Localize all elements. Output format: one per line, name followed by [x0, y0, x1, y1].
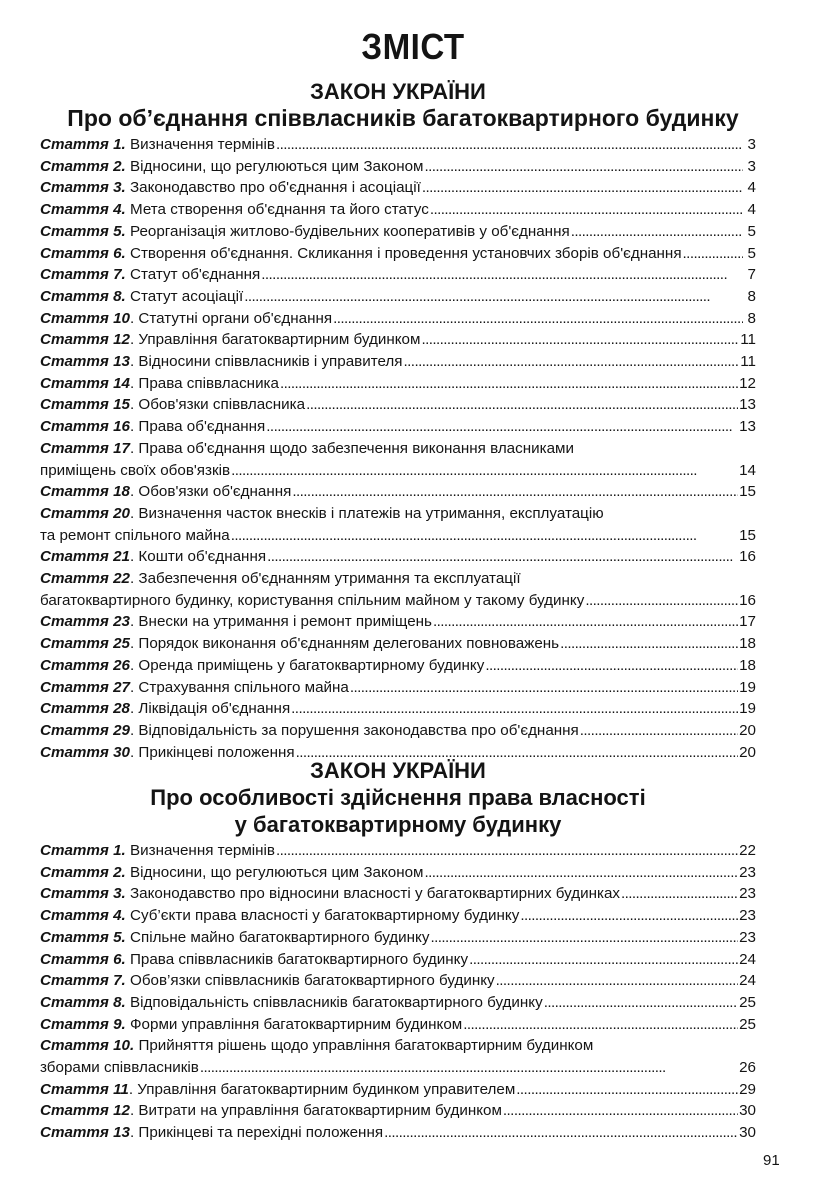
- article-label: Стаття 29: [40, 721, 130, 739]
- law-heading: [40, 757, 756, 838]
- article-title: Законодавство про об'єднання і асоціації: [130, 179, 421, 197]
- article-title: Визначення термінів: [130, 136, 275, 153]
- page-ref: 19: [739, 678, 756, 696]
- toc-entry-continued-line: [40, 568, 756, 590]
- dot-leader: [621, 883, 738, 905]
- article-label: Стаття 28: [40, 700, 130, 718]
- article-label: Стаття 3.: [40, 885, 126, 903]
- toc-entry-line: [40, 677, 756, 699]
- page-ref: 30: [739, 1124, 756, 1142]
- article-title: Прийняття рішень щодо управління багатоквартирним будинком: [138, 1037, 594, 1055]
- dot-leader: [520, 905, 738, 927]
- article-label: Стаття 8.: [40, 287, 126, 305]
- toc-entry[interactable]: [40, 286, 756, 308]
- article-label: Стаття 5.: [40, 222, 126, 240]
- toc-entry[interactable]: [40, 416, 756, 438]
- law-name: Про особливості здійснення права власності: [150, 785, 646, 810]
- toc-entry[interactable]: [40, 970, 756, 992]
- article-label: Стаття 26: [40, 656, 130, 674]
- toc-entry-line: [40, 525, 756, 547]
- article-title: зборами співвласників: [40, 1059, 199, 1077]
- toc-entry[interactable]: [40, 394, 756, 416]
- toc-entry[interactable]: [40, 992, 756, 1014]
- law-type: ЗАКОН УКРАЇНИ: [310, 758, 486, 783]
- page-ref: 26: [739, 1059, 756, 1077]
- article-label: Стаття 21: [40, 548, 130, 566]
- article-label: Стаття 25: [40, 635, 130, 653]
- toc-list: [40, 840, 756, 1144]
- page-number: 91: [763, 1152, 780, 1169]
- page-ref: 13: [739, 396, 756, 414]
- toc-entry-line: [40, 481, 756, 503]
- article-title: . Обов'язки співвласника: [129, 396, 306, 414]
- article-label: Стаття 1.: [40, 136, 126, 153]
- dot-leader: [333, 308, 743, 330]
- dot-leader: [404, 351, 740, 373]
- article-title: . Прикінцеві та перехідні положення: [129, 1124, 384, 1142]
- toc-entry-line: [40, 351, 756, 373]
- article-title: багатоквартирного будинку, користування спільним майном у такому будинку: [40, 591, 585, 609]
- page-ref: 15: [739, 526, 756, 544]
- toc-list: [40, 134, 756, 763]
- toc-entry[interactable]: [40, 177, 756, 199]
- page-ref: 24: [739, 972, 756, 990]
- page-ref: 25: [739, 993, 756, 1011]
- toc-entry-line: [40, 460, 756, 482]
- article-title: . Права об'єднання щодо забезпечення виконання власниками: [129, 439, 574, 457]
- dot-leader: [306, 394, 738, 416]
- toc-entry[interactable]: [40, 1014, 756, 1036]
- toc-entry-line: [40, 992, 756, 1014]
- dot-leader: [422, 177, 743, 199]
- article-title: Спільне майно багатоквартирного будинку: [130, 928, 430, 946]
- page-ref: 7: [747, 266, 756, 284]
- article-label: Стаття 22: [40, 570, 130, 588]
- toc-entry-continued-line: [40, 503, 756, 525]
- dot-leader: [384, 1122, 738, 1144]
- article-label: Стаття 11: [40, 1080, 129, 1098]
- toc-entry-line: [40, 970, 756, 992]
- toc-entry-line: [40, 927, 756, 949]
- article-label: Стаття 2.: [40, 863, 126, 881]
- page-ref: 17: [739, 613, 756, 631]
- article-label: Стаття 27: [40, 678, 130, 696]
- article-label: Стаття 7.: [40, 972, 126, 990]
- toc-entry-line: [40, 416, 756, 438]
- article-title: . Внески на утримання і ремонт приміщень: [129, 613, 432, 631]
- dot-leader: [231, 525, 738, 547]
- toc-entry-line: [40, 720, 756, 742]
- dot-leader: [291, 698, 738, 720]
- dot-leader: [496, 970, 738, 992]
- toc-entry[interactable]: [40, 329, 756, 351]
- toc-entry-continued-line: [40, 438, 756, 460]
- toc-entry[interactable]: [40, 503, 756, 546]
- law-section-1: [40, 78, 756, 763]
- page-ref: 14: [739, 461, 756, 479]
- toc-entry[interactable]: [40, 1122, 756, 1144]
- dot-leader: [280, 373, 738, 395]
- dot-leader: [580, 720, 738, 742]
- toc-entry[interactable]: [40, 568, 756, 611]
- article-label: Стаття 13: [40, 353, 130, 371]
- page-ref: 11: [740, 331, 756, 349]
- article-title: . Права об'єднання: [129, 418, 266, 436]
- article-label: Стаття 3.: [40, 179, 126, 197]
- toc-entry[interactable]: [40, 1100, 756, 1122]
- toc-entry-line: [40, 1100, 756, 1122]
- page-ref: 5: [747, 244, 756, 262]
- dot-leader: [571, 221, 743, 243]
- toc-entry[interactable]: [40, 546, 756, 568]
- toc-entry-line: [40, 949, 756, 971]
- toc-entry-line: [40, 1057, 756, 1079]
- toc-entry[interactable]: [40, 1079, 756, 1101]
- article-title: . Обов'язки об'єднання: [129, 483, 292, 501]
- toc-entry[interactable]: [40, 156, 756, 178]
- page-ref: 23: [739, 907, 756, 925]
- article-title: Визначення термінів: [130, 842, 275, 859]
- article-label: Стаття 17: [40, 439, 130, 457]
- toc-entry-line: [40, 862, 756, 884]
- page-ref: 29: [739, 1080, 756, 1098]
- dot-leader: [560, 633, 738, 655]
- toc-entry[interactable]: [40, 883, 756, 905]
- toc-entry-continued-line: [40, 1035, 756, 1057]
- toc-entry[interactable]: [40, 949, 756, 971]
- page-ref: 19: [739, 700, 756, 718]
- article-label: Стаття 23: [40, 613, 130, 631]
- dot-leader: [425, 862, 739, 884]
- toc-entry-line: [40, 199, 756, 221]
- toc-entry-line: [40, 840, 756, 862]
- dot-leader: [350, 677, 738, 699]
- article-label: Стаття 12: [40, 1102, 130, 1120]
- toc-entry-line: [40, 134, 756, 156]
- toc-entry-line: [40, 1014, 756, 1036]
- toc-entry[interactable]: [40, 351, 756, 373]
- page-ref: 4: [747, 179, 756, 197]
- toc-entry[interactable]: [40, 655, 756, 677]
- page-ref: 23: [739, 885, 756, 903]
- page-ref: 20: [739, 743, 756, 761]
- page-ref: 25: [739, 1015, 756, 1033]
- article-title: Права співвласників багатоквартирного будинку: [130, 950, 469, 968]
- page-ref: 24: [739, 950, 756, 968]
- toc-entry[interactable]: [40, 264, 756, 286]
- article-title: . Витрати на управління багатоквартирним будинком: [129, 1102, 502, 1120]
- toc-entry[interactable]: [40, 134, 756, 156]
- toc-entry[interactable]: [40, 1035, 756, 1078]
- toc-entry[interactable]: [40, 611, 756, 633]
- article-label: Стаття 7.: [40, 266, 126, 284]
- article-label: Стаття 4.: [40, 201, 126, 219]
- article-title: . Права співвласника: [129, 374, 279, 392]
- toc-entry-line: [40, 286, 756, 308]
- dot-leader: [585, 590, 738, 612]
- dot-leader: [463, 1014, 738, 1036]
- dot-leader: [266, 416, 738, 438]
- article-title: Статут об'єднання: [130, 266, 261, 284]
- article-label: Стаття 8.: [40, 993, 126, 1011]
- article-label: Стаття 6.: [40, 950, 126, 968]
- article-title: Статут асоціації: [130, 287, 244, 305]
- page-ref: 18: [739, 635, 756, 653]
- law-name: у багатоквартирному будинку: [234, 812, 562, 837]
- toc-entry[interactable]: [40, 199, 756, 221]
- page-ref: 22: [739, 842, 756, 859]
- toc-entry[interactable]: [40, 840, 756, 862]
- article-title: . Прикінцеві положення: [129, 743, 295, 761]
- page-ref: 13: [739, 418, 756, 436]
- article-title: . Управління багатоквартирним будинком управителем: [128, 1080, 516, 1098]
- article-title: приміщень своїх обов'язків: [40, 461, 231, 479]
- page-ref: 3: [747, 136, 756, 153]
- article-label: Стаття 5.: [40, 928, 126, 946]
- dot-leader: [683, 243, 743, 265]
- page-ref: 11: [740, 353, 756, 371]
- article-title: Форми управління багатоквартирним будинком: [130, 1015, 463, 1033]
- dot-leader: [244, 286, 743, 308]
- dot-leader: [276, 134, 743, 156]
- article-label: Стаття 30: [40, 743, 130, 761]
- article-label: Стаття 10.: [40, 1037, 135, 1055]
- dot-leader: [433, 611, 738, 633]
- article-title: Відповідальність співвласників багатоквартирного будинку: [130, 993, 543, 1011]
- toc-entry-line: [40, 611, 756, 633]
- toc-entry[interactable]: [40, 221, 756, 243]
- toc-entry-line: [40, 633, 756, 655]
- dot-leader: [425, 156, 744, 178]
- article-label: Стаття 18: [40, 483, 130, 501]
- toc-entry-line: [40, 373, 756, 395]
- toc-entry-line: [40, 329, 756, 351]
- toc-entry-line: [40, 177, 756, 199]
- article-title: . Забезпечення об'єднанням утримання та експлуатації: [129, 570, 521, 588]
- dot-leader: [485, 655, 738, 677]
- article-title: Суб’єкти права власності у багатоквартирному будинку: [130, 907, 520, 925]
- article-title: . Ліквідація об'єднання: [129, 700, 291, 718]
- toc-entry[interactable]: [40, 308, 756, 330]
- page-ref: 12: [739, 374, 756, 392]
- page-ref: 8: [747, 287, 756, 305]
- article-title: Створення об'єднання. Скликання і проведення установчих зборів об'єднання: [130, 244, 682, 262]
- toc-entry-line: [40, 590, 756, 612]
- article-label: Стаття 4.: [40, 907, 126, 925]
- article-title: Мета створення об'єднання та його статус: [130, 201, 429, 219]
- article-label: Стаття 10: [40, 309, 130, 327]
- toc-entry[interactable]: [40, 438, 756, 481]
- dot-leader: [430, 927, 738, 949]
- dot-leader: [430, 199, 743, 221]
- article-title: Реорганізація житлово-будівельних кооперативів у об'єднання: [130, 222, 570, 240]
- dot-leader: [261, 264, 743, 286]
- toc-entry-line: [40, 905, 756, 927]
- dot-leader: [516, 1079, 738, 1101]
- dot-leader: [544, 992, 738, 1014]
- toc-entry[interactable]: [40, 905, 756, 927]
- toc-entry[interactable]: [40, 862, 756, 884]
- toc-entry[interactable]: [40, 927, 756, 949]
- article-label: Стаття 13: [40, 1124, 130, 1142]
- article-title: . Управління багатоквартирним будинком: [129, 331, 421, 349]
- article-label: Стаття 16: [40, 418, 130, 436]
- toc-entry[interactable]: [40, 698, 756, 720]
- law-section-2: [40, 757, 756, 1144]
- toc-entry-line: [40, 883, 756, 905]
- article-title: . Порядок виконання об'єднанням делегованих повноважень: [129, 635, 560, 653]
- toc-entry-line: [40, 698, 756, 720]
- page-ref: 5: [747, 222, 756, 240]
- page-ref: 18: [739, 656, 756, 674]
- law-type: ЗАКОН УКРАЇНИ: [310, 79, 486, 104]
- article-label: Стаття 6.: [40, 244, 126, 262]
- article-title: . Відповідальність за порушення законодавства про об'єднання: [129, 721, 579, 739]
- article-label: Стаття 14: [40, 374, 130, 392]
- page-title: ЗМІСТ: [361, 26, 465, 67]
- toc-entry-line: [40, 156, 756, 178]
- page-ref: 3: [747, 157, 756, 175]
- toc-entry-line: [40, 546, 756, 568]
- article-title: . Статутні органи об'єднання: [129, 309, 333, 327]
- article-title: . Кошти об'єднання: [129, 548, 267, 566]
- article-title: Відносини, що регулюються цим Законом: [130, 863, 424, 881]
- article-label: Стаття 1.: [40, 842, 126, 859]
- article-title: . Відносини співвласників і управителя: [129, 353, 403, 371]
- article-title: Обов’язки співвласників багатоквартирного будинку: [130, 972, 495, 990]
- page-ref: 30: [739, 1102, 756, 1120]
- law-heading: [40, 78, 756, 132]
- article-label: Стаття 20: [40, 504, 130, 522]
- article-title: Законодавство про відносини власності у багатоквартирних будинках: [130, 885, 620, 903]
- toc-entry[interactable]: [40, 243, 756, 265]
- dot-leader: [469, 949, 738, 971]
- article-label: Стаття 15: [40, 396, 130, 414]
- dot-leader: [276, 840, 738, 862]
- toc-entry-line: [40, 655, 756, 677]
- toc-entry-line: [40, 1079, 756, 1101]
- page-ref: 4: [747, 201, 756, 219]
- page-ref: 20: [739, 721, 756, 739]
- article-title: . Визначення часток внесків і платежів на утримання, експлуатацію: [129, 504, 604, 522]
- page-ref: 23: [739, 928, 756, 946]
- article-label: Стаття 9.: [40, 1015, 126, 1033]
- page-ref: 16: [739, 548, 756, 566]
- toc-entry-line: [40, 1122, 756, 1144]
- page-ref: 16: [739, 591, 756, 609]
- article-title: Відносини, що регулюються цим Законом: [130, 157, 424, 175]
- dot-leader: [292, 481, 738, 503]
- law-name: Про об’єднання співвласників багатоквартирного будинку: [67, 105, 739, 131]
- toc-entry-line: [40, 221, 756, 243]
- page-ref: 23: [739, 863, 756, 881]
- toc-entry-line: [40, 264, 756, 286]
- toc-entry[interactable]: [40, 481, 756, 503]
- page-ref: 8: [747, 309, 756, 327]
- dot-leader: [200, 1057, 738, 1079]
- toc-entry-line: [40, 243, 756, 265]
- article-title: та ремонт спільного майна: [40, 526, 230, 544]
- article-label: Стаття 2.: [40, 157, 126, 175]
- toc-entry-line: [40, 308, 756, 330]
- toc-entry[interactable]: [40, 373, 756, 395]
- dot-leader: [231, 460, 738, 482]
- toc-entry-line: [40, 394, 756, 416]
- toc-entry[interactable]: [40, 633, 756, 655]
- article-label: Стаття 12: [40, 331, 130, 349]
- article-title: . Оренда приміщень у багатоквартирному будинку: [129, 656, 485, 674]
- dot-leader: [503, 1100, 738, 1122]
- toc-entry[interactable]: [40, 677, 756, 699]
- article-title: . Страхування спільного майна: [129, 678, 349, 696]
- toc-entry[interactable]: [40, 720, 756, 742]
- dot-leader: [267, 546, 738, 568]
- page-ref: 15: [739, 483, 756, 501]
- dot-leader: [421, 329, 739, 351]
